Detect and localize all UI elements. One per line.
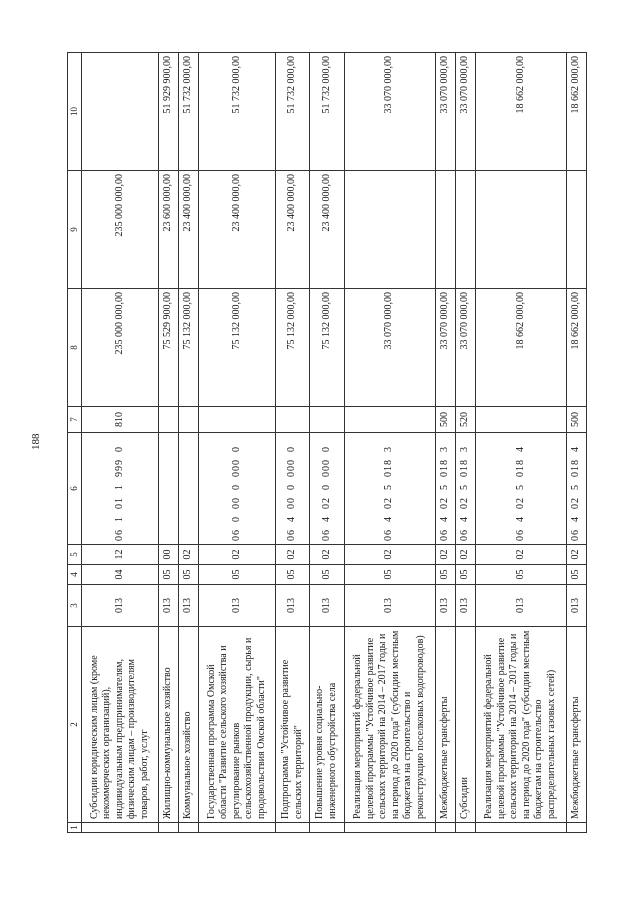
expense-type-cell <box>276 407 310 433</box>
row-index-cell <box>82 823 159 833</box>
row-index-cell <box>475 823 566 833</box>
amount-col9-cell: 23 600 000,00 <box>159 171 179 289</box>
section-code-cell: 05 <box>455 565 475 585</box>
expense-type-cell: 810 <box>82 407 159 433</box>
target-article-cell: 06 4 00 0 000 0 <box>276 433 310 545</box>
table-row <box>310 53 344 833</box>
target-article-cell: 06 4 02 5 018 3 <box>455 433 475 545</box>
row-index-cell <box>276 823 310 833</box>
amount-col10-cell: 33 070 000,00 <box>435 53 455 171</box>
table-row <box>566 53 586 833</box>
row-index-cell <box>344 823 435 833</box>
item-name-cell: Межбюджетные трансферты <box>435 627 455 823</box>
col-number-4: 4 <box>68 565 82 585</box>
amount-col10-cell: 51 732 000,00 <box>276 53 310 171</box>
target-article-cell <box>159 433 179 545</box>
section-code-cell: 05 <box>435 565 455 585</box>
page-number: 188 <box>30 433 42 450</box>
budget-table-rotated <box>67 53 587 833</box>
table-row <box>344 53 435 833</box>
target-article-cell: 06 4 02 0 000 0 <box>310 433 344 545</box>
subsection-code-cell: 02 <box>475 545 566 565</box>
amount-col9-cell: 23 400 000,00 <box>199 171 276 289</box>
subsection-code-cell: 02 <box>199 545 276 565</box>
amount-col9-cell <box>475 171 566 289</box>
amount-total-cell: 33 070 000,00 <box>344 289 435 407</box>
subsection-code-cell: 02 <box>276 545 310 565</box>
target-article-cell: 06 4 02 5 018 4 <box>475 433 566 545</box>
section-code-cell: 05 <box>566 565 586 585</box>
amount-col9-cell <box>455 171 475 289</box>
subsection-code-cell: 02 <box>566 545 586 565</box>
ministry-code-cell: 013 <box>276 585 310 627</box>
amount-col10-cell <box>82 53 159 171</box>
col-number-5: 5 <box>68 545 82 565</box>
amount-col10-cell: 33 070 000,00 <box>455 53 475 171</box>
amount-col10-cell: 51 732 000,00 <box>310 53 344 171</box>
table-row <box>435 53 455 833</box>
amount-col9-cell: 235 000 000,00 <box>82 171 159 289</box>
table-row <box>159 53 179 833</box>
target-article-cell <box>179 433 199 545</box>
item-name-cell: Межбюджетные трансферты <box>566 627 586 823</box>
amount-col9-cell <box>344 171 435 289</box>
expense-type-cell: 500 <box>566 407 586 433</box>
expense-type-cell <box>179 407 199 433</box>
amount-col10-cell: 18 662 000,00 <box>566 53 586 171</box>
row-index-cell <box>310 823 344 833</box>
col-number-6: 6 <box>68 433 82 545</box>
subsection-code-cell: 02 <box>455 545 475 565</box>
item-name-cell: Реализация мероприятий федеральной целевой программы "Устойчивое развитие сельских территорий на 2014 – 2017 годы и на период до 2020 года" (субсидии местным бюджетам на строительство и реконструкцию поселковых водопроводов) <box>344 627 435 823</box>
row-index-cell <box>159 823 179 833</box>
col-number-2: 2 <box>68 627 82 823</box>
table-row <box>82 53 159 833</box>
ministry-code-cell: 013 <box>344 585 435 627</box>
ministry-code-cell: 013 <box>159 585 179 627</box>
amount-col10-cell: 51 929 900,00 <box>159 53 179 171</box>
ministry-code-cell: 013 <box>310 585 344 627</box>
item-name-cell: Реализация мероприятий федеральной целевой программы "Устойчивое развитие сельских территорий на 2014 – 2017 годы и на период до 2020 года" (субсидии местным бюджетам на строительство распределительных газовых сетей) <box>475 627 566 823</box>
target-article-cell: 06 4 02 5 018 4 <box>566 433 586 545</box>
amount-col9-cell <box>566 171 586 289</box>
amount-total-cell: 75 132 000,00 <box>199 289 276 407</box>
amount-col9-cell: 23 400 000,00 <box>310 171 344 289</box>
expense-type-cell <box>159 407 179 433</box>
section-code-cell: 05 <box>179 565 199 585</box>
col-number-1: 1 <box>68 823 82 833</box>
item-name-cell: Жилищно-коммунальное хозяйство <box>159 627 179 823</box>
amount-total-cell: 18 662 000,00 <box>566 289 586 407</box>
amount-col10-cell: 51 732 000,00 <box>179 53 199 171</box>
table-row <box>276 53 310 833</box>
subsection-code-cell: 02 <box>310 545 344 565</box>
expense-type-cell <box>475 407 566 433</box>
section-code-cell: 05 <box>199 565 276 585</box>
section-code-cell: 04 <box>82 565 159 585</box>
amount-col9-cell <box>435 171 455 289</box>
section-code-cell: 05 <box>310 565 344 585</box>
expense-type-cell: 500 <box>435 407 455 433</box>
amount-total-cell: 18 662 000,00 <box>475 289 566 407</box>
col-number-10: 10 <box>68 53 82 171</box>
item-name-cell: Государственная программа Омской области "Развитие сельского хозяйства и регулирование рынков сельскохозяйственной продукции, сырья и продовольствия Омской области" <box>199 627 276 823</box>
item-name-cell: Субсидии юридическим лицам (кроме некоммерческих организаций), индивидуальным предпринимателям, физическим лицам – производителям товаров, работ, услуг <box>82 627 159 823</box>
subsection-code-cell: 00 <box>159 545 179 565</box>
target-article-cell: 06 1 01 1 999 0 <box>82 433 159 545</box>
subsection-code-cell: 02 <box>179 545 199 565</box>
section-code-cell: 05 <box>276 565 310 585</box>
col-number-9: 9 <box>68 171 82 289</box>
row-index-cell <box>179 823 199 833</box>
amount-total-cell: 33 070 000,00 <box>455 289 475 407</box>
col-number-7: 7 <box>68 407 82 433</box>
amount-total-cell: 235 000 000,00 <box>82 289 159 407</box>
amount-col10-cell: 18 662 000,00 <box>475 53 566 171</box>
column-number-row <box>68 53 82 833</box>
row-index-cell <box>566 823 586 833</box>
item-name-cell: Субсидии <box>455 627 475 823</box>
item-name-cell: Подпрограмма "Устойчивое развитие сельских территорий" <box>276 627 310 823</box>
budget-table <box>67 52 587 833</box>
section-code-cell: 05 <box>344 565 435 585</box>
col-number-8: 8 <box>68 289 82 407</box>
target-article-cell: 06 4 02 5 018 3 <box>344 433 435 545</box>
amount-total-cell: 75 132 000,00 <box>179 289 199 407</box>
item-name-cell: Коммунальное хозяйство <box>179 627 199 823</box>
ministry-code-cell: 013 <box>475 585 566 627</box>
subsection-code-cell: 12 <box>82 545 159 565</box>
row-index-cell <box>435 823 455 833</box>
table-row <box>199 53 276 833</box>
expense-type-cell <box>199 407 276 433</box>
ministry-code-cell: 013 <box>566 585 586 627</box>
subsection-code-cell: 02 <box>435 545 455 565</box>
amount-col10-cell: 51 732 000,00 <box>199 53 276 171</box>
col-number-3: 3 <box>68 585 82 627</box>
item-name-cell: Повышение уровня социально-инженерного обустройства села <box>310 627 344 823</box>
ministry-code-cell: 013 <box>435 585 455 627</box>
row-index-cell <box>199 823 276 833</box>
expense-type-cell <box>344 407 435 433</box>
subsection-code-cell: 02 <box>344 545 435 565</box>
expense-type-cell <box>310 407 344 433</box>
ministry-code-cell: 013 <box>199 585 276 627</box>
row-index-cell <box>455 823 475 833</box>
target-article-cell: 06 0 00 0 000 0 <box>199 433 276 545</box>
expense-type-cell: 520 <box>455 407 475 433</box>
amount-total-cell: 33 070 000,00 <box>435 289 455 407</box>
ministry-code-cell: 013 <box>82 585 159 627</box>
table-row <box>455 53 475 833</box>
amount-col10-cell: 33 070 000,00 <box>344 53 435 171</box>
amount-total-cell: 75 132 000,00 <box>276 289 310 407</box>
amount-total-cell: 75 529 900,00 <box>159 289 179 407</box>
target-article-cell: 06 4 02 5 018 3 <box>435 433 455 545</box>
amount-total-cell: 75 132 000,00 <box>310 289 344 407</box>
budget-table-body <box>82 53 587 833</box>
amount-col9-cell: 23 400 000,00 <box>276 171 310 289</box>
section-code-cell: 05 <box>475 565 566 585</box>
section-code-cell: 05 <box>159 565 179 585</box>
table-row <box>179 53 199 833</box>
ministry-code-cell: 013 <box>455 585 475 627</box>
table-row <box>475 53 566 833</box>
ministry-code-cell: 013 <box>179 585 199 627</box>
amount-col9-cell: 23 400 000,00 <box>179 171 199 289</box>
